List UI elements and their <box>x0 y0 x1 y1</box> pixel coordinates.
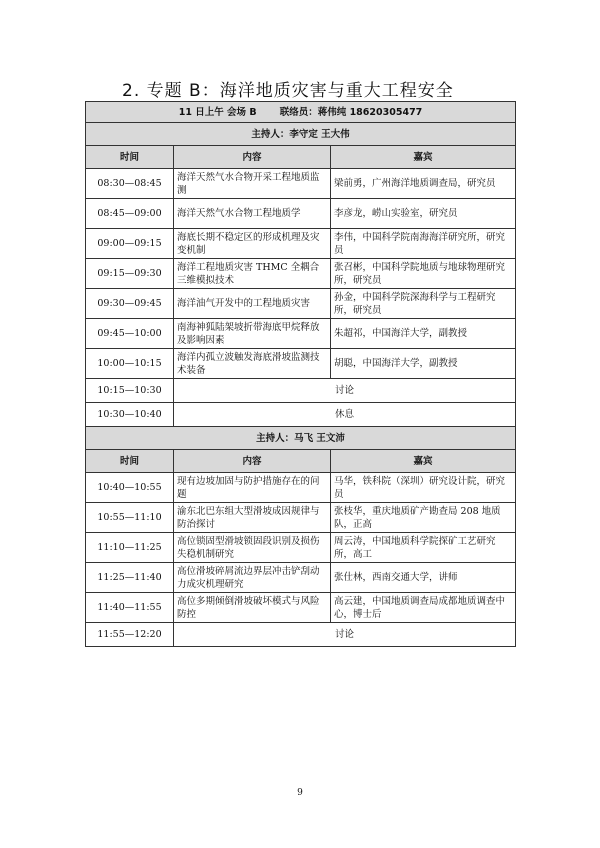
content-cell: 海底长期不稳定区的形成机理及灾变机制 <box>174 229 331 259</box>
host-label: 主持人：马飞 王文沛 <box>86 427 516 450</box>
content-cell: 高位锁固型滑坡锁固段识别及损伤失稳机制研究 <box>174 533 331 563</box>
schedule-row <box>86 473 516 503</box>
break-cell: 讨论 <box>174 623 516 647</box>
content-cell: 海洋天然气水合物开采工程地质监测 <box>174 169 331 199</box>
session-info-label: 11 日上午 会场 B <box>178 106 257 118</box>
session-info-cell <box>86 102 516 123</box>
content-cell: 海洋工程地质灾害 THMC 全耦合三维模拟技术 <box>174 259 331 289</box>
time-cell: 08:30—08:45 <box>86 169 174 199</box>
time-cell: 10:00—10:15 <box>86 349 174 379</box>
column-header-time: 时间 <box>86 450 174 473</box>
time-cell: 10:40—10:55 <box>86 473 174 503</box>
schedule-row <box>86 563 516 593</box>
content-cell: 海洋油气开发中的工程地质灾害 <box>174 289 331 319</box>
schedule-row <box>86 199 516 229</box>
column-header-row <box>86 146 516 169</box>
time-cell: 09:15—09:30 <box>86 259 174 289</box>
content-cell: 高位多期倾倒滑坡破坏模式与风险防控 <box>174 593 331 623</box>
schedule-row <box>86 403 516 427</box>
column-header-row <box>86 450 516 473</box>
page-number: 9 <box>297 788 303 798</box>
content-cell: 渝东北巴东组大型滑坡成因规律与防治探讨 <box>174 503 331 533</box>
schedule-row <box>86 503 516 533</box>
guest-cell: 张仕林，西南交通大学，讲师 <box>331 563 516 593</box>
guest-cell: 朱超祁，中国海洋大学，副教授 <box>331 319 516 349</box>
section-title: 2. 专题 B：海洋地质灾害与重大工程安全 <box>122 81 454 101</box>
content-cell: 海洋天然气水合物工程地质学 <box>174 199 331 229</box>
content-cell: 现有边坡加固与防护措施存在的问题 <box>174 473 331 503</box>
break-cell: 休息 <box>174 403 516 427</box>
schedule-row <box>86 289 516 319</box>
guest-cell: 孙金，中国科学院深海科学与工程研究所，研究员 <box>331 289 516 319</box>
time-cell: 09:00—09:15 <box>86 229 174 259</box>
host-label: 主持人：李守定 王大伟 <box>86 123 516 146</box>
guest-cell: 马华，铁科院（深圳）研究设计院，研究员 <box>331 473 516 503</box>
time-cell: 11:10—11:25 <box>86 533 174 563</box>
column-header-time: 时间 <box>86 146 174 169</box>
schedule-row <box>86 319 516 349</box>
content-cell: 海洋内孤立波触发海底滑坡监测技术装备 <box>174 349 331 379</box>
schedule-row <box>86 229 516 259</box>
schedule-row <box>86 593 516 623</box>
time-cell: 11:55—12:20 <box>86 623 174 647</box>
content-cell: 南海神狐陆架坡折带海底甲烷释放及影响因素 <box>174 319 331 349</box>
schedule-table <box>85 101 516 647</box>
session-info-row <box>86 102 516 123</box>
time-cell: 11:40—11:55 <box>86 593 174 623</box>
schedule-row <box>86 349 516 379</box>
guest-cell: 梁前勇，广州海洋地质调查局，研究员 <box>331 169 516 199</box>
host-row <box>86 427 516 450</box>
break-cell: 讨论 <box>174 379 516 403</box>
time-cell: 10:30—10:40 <box>86 403 174 427</box>
guest-cell: 张召彬，中国科学院地质与地球物理研究所，研究员 <box>331 259 516 289</box>
column-header-content: 内容 <box>174 146 331 169</box>
guest-cell: 李彦龙，崂山实验室，研究员 <box>331 199 516 229</box>
column-header-content: 内容 <box>174 450 331 473</box>
schedule-row <box>86 379 516 403</box>
schedule-row <box>86 259 516 289</box>
schedule-row <box>86 533 516 563</box>
time-cell: 11:25—11:40 <box>86 563 174 593</box>
time-cell: 10:15—10:30 <box>86 379 174 403</box>
time-cell: 10:55—11:10 <box>86 503 174 533</box>
guest-cell: 张枝华，重庆地质矿产勘查局 208 地质队，正高 <box>331 503 516 533</box>
column-header-guest: 嘉宾 <box>331 146 516 169</box>
guest-cell: 周云涛，中国地质科学院探矿工艺研究所，高工 <box>331 533 516 563</box>
time-cell: 09:45—10:00 <box>86 319 174 349</box>
guest-cell: 李伟，中国科学院南海海洋研究所，研究员 <box>331 229 516 259</box>
contact-label: 联络员：蒋伟纯 18620305477 <box>279 106 423 118</box>
guest-cell: 高云建，中国地质调查局成都地质调查中心，博士后 <box>331 593 516 623</box>
time-cell: 09:30—09:45 <box>86 289 174 319</box>
content-cell: 高位滑坡碎屑流边界层冲击铲刮动力成灾机理研究 <box>174 563 331 593</box>
guest-cell: 胡聪，中国海洋大学，副教授 <box>331 349 516 379</box>
column-header-guest: 嘉宾 <box>331 450 516 473</box>
schedule-row <box>86 623 516 647</box>
time-cell: 08:45—09:00 <box>86 199 174 229</box>
schedule-row <box>86 169 516 199</box>
host-row <box>86 123 516 146</box>
